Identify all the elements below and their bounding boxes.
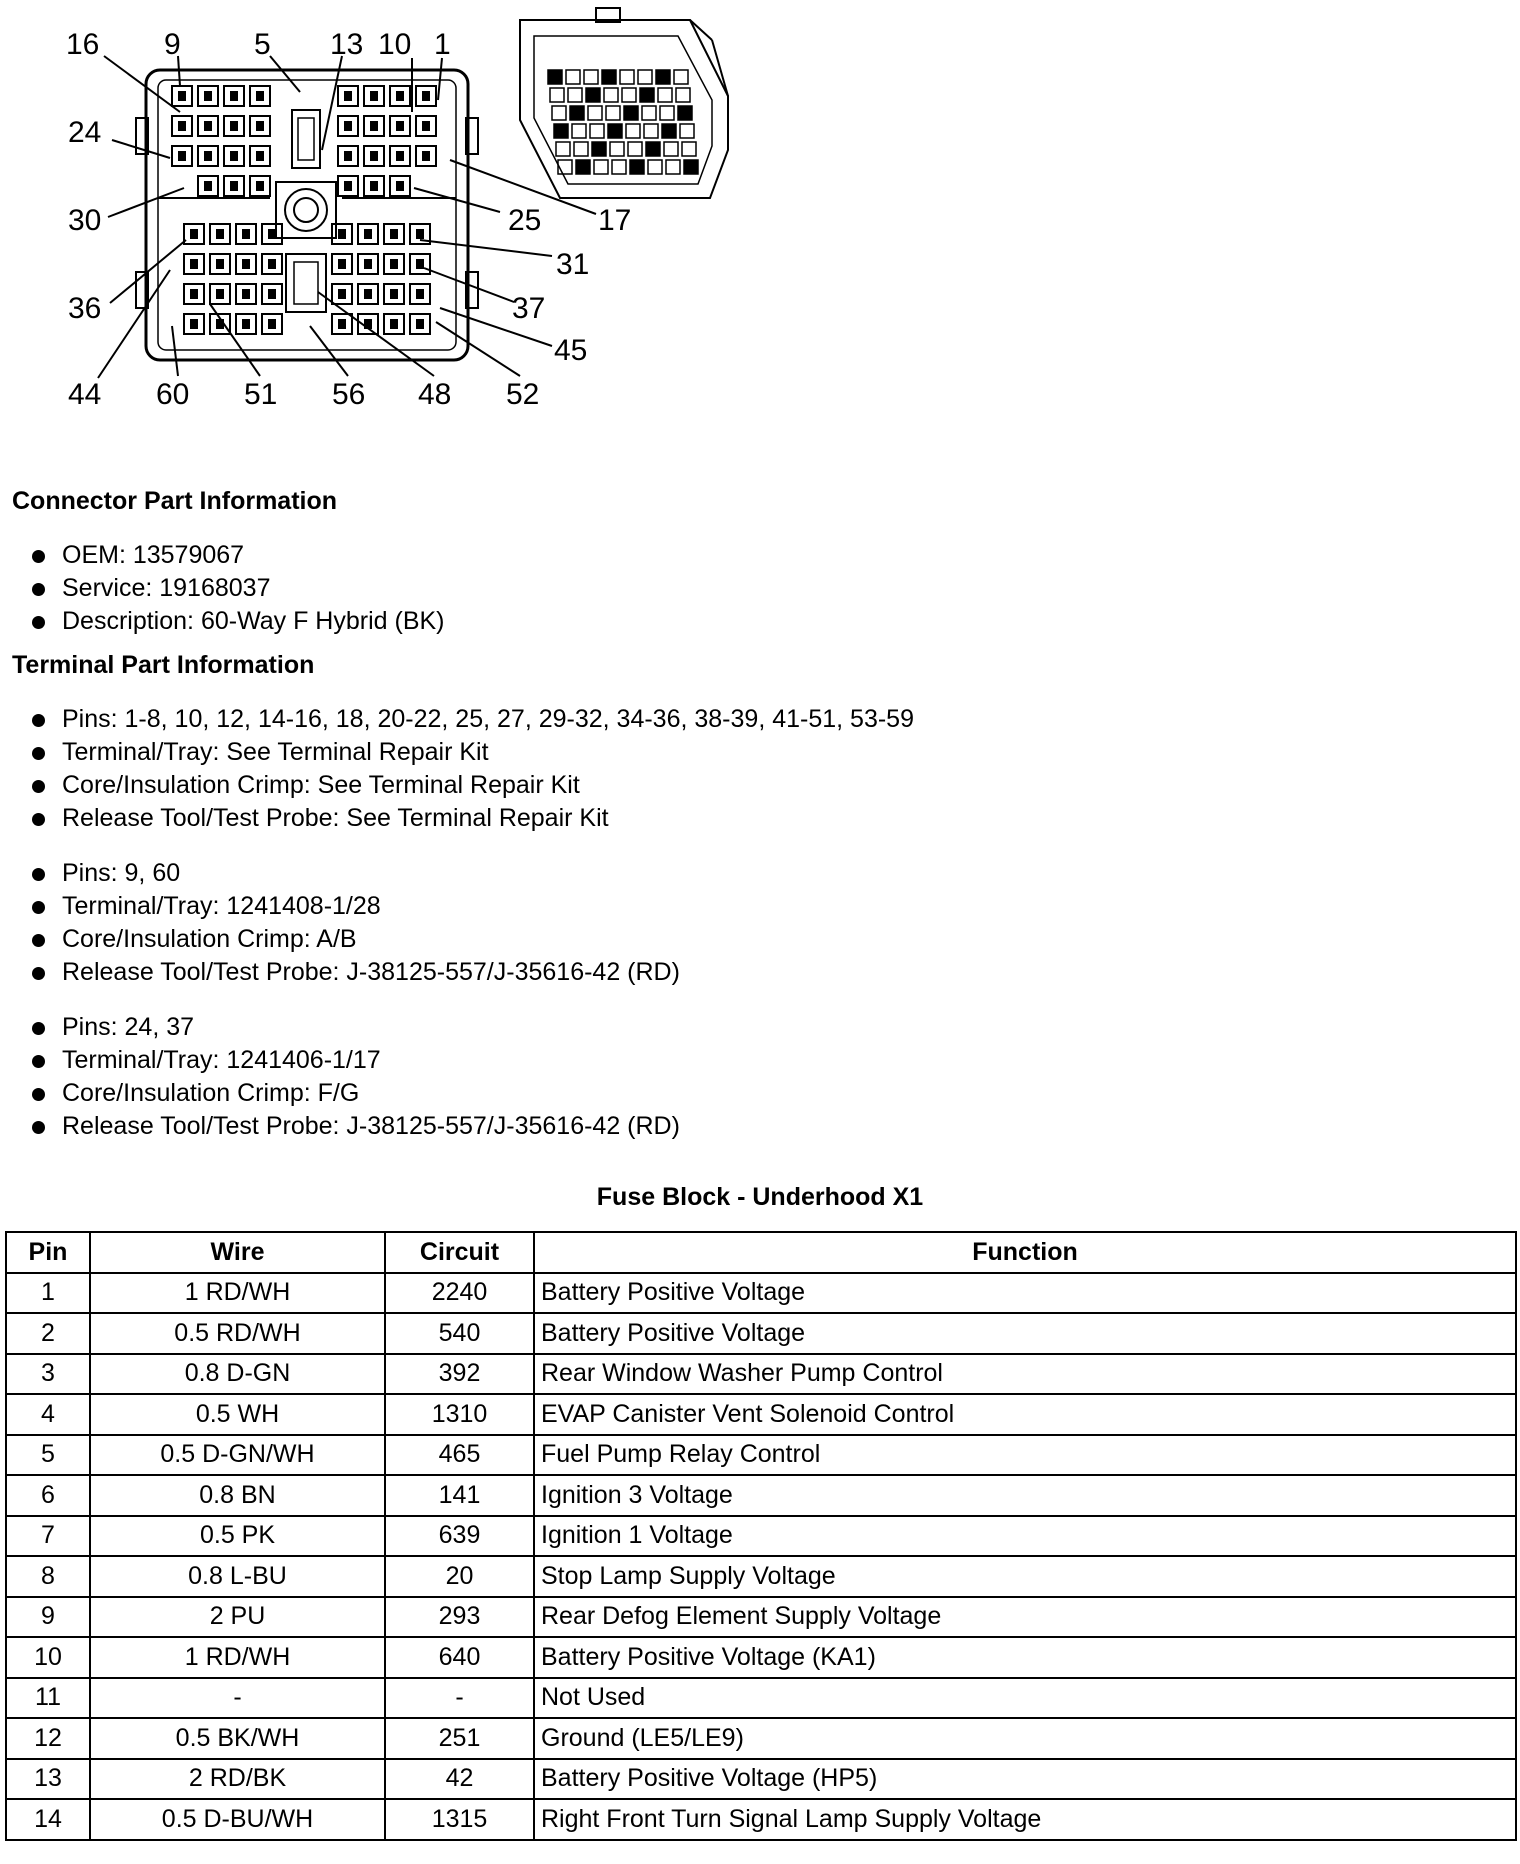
terminal-contact <box>256 121 264 131</box>
terminal-contact <box>242 259 250 269</box>
terminal-group-1 <box>30 703 914 835</box>
callout-label: 44 <box>68 378 102 411</box>
table-title: Fuse Block - Underhood X1 <box>596 1183 924 1211</box>
perspective-cavity <box>568 88 582 102</box>
cell-wire: 0.8 BN <box>90 1475 385 1516</box>
perspective-cavity <box>602 70 616 84</box>
perspective-cavity <box>638 70 652 84</box>
list-item: Pins: 24, 37 <box>30 1011 680 1044</box>
terminal-contact <box>364 229 372 239</box>
cell-wire: 0.5 PK <box>90 1516 385 1557</box>
table-row <box>6 1556 1516 1597</box>
cell-wire: 0.5 WH <box>90 1394 385 1435</box>
perspective-cavity <box>682 142 696 156</box>
cell-wire: 0.5 BK/WH <box>90 1718 385 1759</box>
perspective-cavity <box>552 106 566 120</box>
cell-pin: 13 <box>6 1759 90 1800</box>
terminal-group-2 <box>30 857 680 989</box>
cell-pin: 10 <box>6 1637 90 1678</box>
cell-pin: 14 <box>6 1799 90 1840</box>
terminal-contact <box>396 91 404 101</box>
cell-pin: 5 <box>6 1435 90 1476</box>
header-function: Function <box>534 1232 1516 1273</box>
terminal-contact <box>268 289 276 299</box>
terminal-contact <box>416 319 424 329</box>
perspective-cavity <box>588 106 602 120</box>
cell-function: Rear Window Washer Pump Control <box>534 1354 1516 1395</box>
perspective-cavity <box>566 70 580 84</box>
table-row <box>6 1637 1516 1678</box>
list-item: Core/Insulation Crimp: A/B <box>30 923 680 956</box>
perspective-cavity <box>584 70 598 84</box>
cell-function: Rear Defog Element Supply Voltage <box>534 1597 1516 1638</box>
perspective-cavity <box>684 160 698 174</box>
terminal-contact <box>178 91 186 101</box>
perspective-cavity <box>570 106 584 120</box>
cell-circuit: 293 <box>385 1597 534 1638</box>
cell-circuit: 1315 <box>385 1799 534 1840</box>
cell-wire: 2 PU <box>90 1597 385 1638</box>
cell-circuit: 141 <box>385 1475 534 1516</box>
terminal-contact <box>268 259 276 269</box>
pin-table <box>5 1231 1517 1841</box>
cell-pin: 12 <box>6 1718 90 1759</box>
cell-wire: 0.8 L-BU <box>90 1556 385 1597</box>
cell-circuit: 540 <box>385 1313 534 1354</box>
perspective-cavity <box>606 106 620 120</box>
perspective-cavity <box>612 160 626 174</box>
terminal-contact <box>256 181 264 191</box>
perspective-cavity <box>586 88 600 102</box>
callout-label: 30 <box>68 204 102 237</box>
perspective-cavity <box>604 88 618 102</box>
connector-part-info-heading: Connector Part Information <box>12 487 338 515</box>
perspective-cavity <box>556 142 570 156</box>
cell-circuit: 640 <box>385 1637 534 1678</box>
cell-function: Right Front Turn Signal Lamp Supply Voltage <box>534 1799 1516 1840</box>
perspective-cavity <box>648 160 662 174</box>
terminal-contact <box>242 319 250 329</box>
terminal-contact <box>190 259 198 269</box>
terminal-contact <box>216 289 224 299</box>
callout-label: 60 <box>156 378 190 411</box>
cell-pin: 6 <box>6 1475 90 1516</box>
terminal-contact <box>390 319 398 329</box>
perspective-cavity <box>608 124 622 138</box>
terminal-group-3 <box>30 1011 680 1143</box>
perspective-cavity-grid <box>548 70 698 174</box>
perspective-cavity <box>666 160 680 174</box>
terminal-contact <box>216 319 224 329</box>
perspective-cavity <box>660 106 674 120</box>
list-item: Terminal/Tray: 1241406-1/17 <box>30 1044 680 1077</box>
perspective-cavity <box>574 142 588 156</box>
cell-pin: 1 <box>6 1273 90 1314</box>
cell-circuit: 1310 <box>385 1394 534 1435</box>
connector-diagram <box>0 0 760 420</box>
cell-function: Battery Positive Voltage (KA1) <box>534 1637 1516 1678</box>
perspective-cavity <box>622 88 636 102</box>
terminal-contact <box>396 151 404 161</box>
table-row <box>6 1718 1516 1759</box>
perspective-cavity <box>646 142 660 156</box>
terminal-contact <box>230 151 238 161</box>
callout-label: 25 <box>508 204 542 237</box>
terminal-contact <box>422 151 430 161</box>
table-row <box>6 1273 1516 1314</box>
terminal-contact <box>190 289 198 299</box>
table-row <box>6 1516 1516 1557</box>
callout-label: 5 <box>254 28 271 61</box>
terminal-contact <box>344 91 352 101</box>
cell-pin: 7 <box>6 1516 90 1557</box>
perspective-cavity <box>680 124 694 138</box>
terminal-contact <box>390 289 398 299</box>
terminal-contact <box>390 229 398 239</box>
terminal-contact <box>370 151 378 161</box>
terminal-contact <box>242 289 250 299</box>
perspective-cavity <box>644 124 658 138</box>
terminal-contact <box>338 229 346 239</box>
terminal-contact <box>370 91 378 101</box>
terminal-contact <box>416 289 424 299</box>
table-row <box>6 1597 1516 1638</box>
terminal-contact <box>416 259 424 269</box>
perspective-cavity <box>572 124 586 138</box>
terminal-contact <box>422 91 430 101</box>
callout-label: 37 <box>512 292 546 325</box>
list-item: Release Tool/Test Probe: See Terminal Repair Kit <box>30 802 914 835</box>
perspective-cavity <box>554 124 568 138</box>
terminal-contact <box>364 289 372 299</box>
perspective-cavity <box>640 88 654 102</box>
terminal-contact <box>268 319 276 329</box>
terminal-contact <box>396 121 404 131</box>
perspective-cavity <box>630 160 644 174</box>
callout-label: 9 <box>164 28 181 61</box>
perspective-cavity <box>620 70 634 84</box>
terminal-contact <box>338 259 346 269</box>
terminal-contact <box>344 151 352 161</box>
terminal-contact <box>204 121 212 131</box>
list-item: Terminal/Tray: 1241408-1/28 <box>30 890 680 923</box>
list-item: Core/Insulation Crimp: See Terminal Repair Kit <box>30 769 914 802</box>
cell-function: Battery Positive Voltage <box>534 1273 1516 1314</box>
terminal-contact <box>344 181 352 191</box>
header-circuit: Circuit <box>385 1232 534 1273</box>
perspective-cavity <box>642 106 656 120</box>
header-pin: Pin <box>6 1232 90 1273</box>
terminal-contact <box>216 259 224 269</box>
table-header-row <box>6 1232 1516 1273</box>
perspective-cavity <box>656 70 670 84</box>
cell-pin: 9 <box>6 1597 90 1638</box>
cell-circuit: 20 <box>385 1556 534 1597</box>
perspective-cavity <box>658 88 672 102</box>
table-row <box>6 1435 1516 1476</box>
terminal-contact <box>230 121 238 131</box>
terminal-contact <box>204 91 212 101</box>
callout-label: 48 <box>418 378 452 411</box>
terminal-contact <box>364 259 372 269</box>
perspective-cavity <box>676 88 690 102</box>
cell-function: Fuel Pump Relay Control <box>534 1435 1516 1476</box>
perspective-cavity <box>576 160 590 174</box>
cell-wire: 0.5 RD/WH <box>90 1313 385 1354</box>
cell-function: Battery Positive Voltage (HP5) <box>534 1759 1516 1800</box>
cell-wire: 0.8 D-GN <box>90 1354 385 1395</box>
terminal-contact <box>230 181 238 191</box>
cell-function: Ignition 3 Voltage <box>534 1475 1516 1516</box>
header-wire: Wire <box>90 1232 385 1273</box>
cell-wire: 2 RD/BK <box>90 1759 385 1800</box>
perspective-cavity <box>548 70 562 84</box>
cell-circuit: 392 <box>385 1354 534 1395</box>
list-item: Pins: 9, 60 <box>30 857 680 890</box>
terminal-contact <box>204 181 212 191</box>
cell-wire: - <box>90 1678 385 1719</box>
list-item: Pins: 1-8, 10, 12, 14-16, 18, 20-22, 25, 27, 29-32, 34-36, 38-39, 41-51, 53-59 <box>30 703 914 736</box>
list-item: Release Tool/Test Probe: J-38125-557/J-35616-42 (RD) <box>30 956 680 989</box>
callout-label: 45 <box>554 334 588 367</box>
terminal-contact <box>256 91 264 101</box>
list-item: Core/Insulation Crimp: F/G <box>30 1077 680 1110</box>
table-row <box>6 1313 1516 1354</box>
terminal-cavities <box>172 86 436 334</box>
callout-label: 17 <box>598 204 632 237</box>
callout-label: 31 <box>556 248 590 281</box>
callout-label: 36 <box>68 292 102 325</box>
terminal-contact <box>338 289 346 299</box>
cell-wire: 0.5 D-GN/WH <box>90 1435 385 1476</box>
cell-wire: 1 RD/WH <box>90 1273 385 1314</box>
terminal-contact <box>230 91 238 101</box>
terminal-contact <box>268 229 276 239</box>
terminal-contact <box>190 229 198 239</box>
cell-wire: 1 RD/WH <box>90 1637 385 1678</box>
cell-function: Battery Positive Voltage <box>534 1313 1516 1354</box>
callout-label: 16 <box>66 28 100 61</box>
cell-circuit: 42 <box>385 1759 534 1800</box>
perspective-cavity <box>592 142 606 156</box>
perspective-cavity <box>590 124 604 138</box>
perspective-cavity <box>628 142 642 156</box>
terminal-contact <box>416 229 424 239</box>
terminal-contact <box>364 319 372 329</box>
cell-function: EVAP Canister Vent Solenoid Control <box>534 1394 1516 1435</box>
terminal-contact <box>370 181 378 191</box>
cell-pin: 11 <box>6 1678 90 1719</box>
list-item: Release Tool/Test Probe: J-38125-557/J-35616-42 (RD) <box>30 1110 680 1143</box>
connector-part-info-list <box>30 539 445 638</box>
callout-label: 13 <box>330 28 364 61</box>
perspective-cavity <box>594 160 608 174</box>
perspective-cavity <box>674 70 688 84</box>
terminal-contact <box>190 319 198 329</box>
table-row <box>6 1678 1516 1719</box>
terminal-contact <box>390 259 398 269</box>
terminal-contact <box>422 121 430 131</box>
connector-face <box>136 70 478 360</box>
perspective-cavity <box>664 142 678 156</box>
table-row <box>6 1799 1516 1840</box>
cell-pin: 4 <box>6 1394 90 1435</box>
table-row <box>6 1759 1516 1800</box>
perspective-cavity <box>624 106 638 120</box>
terminal-contact <box>344 121 352 131</box>
terminal-contact <box>216 229 224 239</box>
terminal-contact <box>256 151 264 161</box>
terminal-contact <box>338 319 346 329</box>
cell-wire: 0.5 D-BU/WH <box>90 1799 385 1840</box>
table-row <box>6 1475 1516 1516</box>
terminal-contact <box>178 121 186 131</box>
perspective-cavity <box>662 124 676 138</box>
table-body <box>6 1273 1516 1840</box>
terminal-contact <box>396 181 404 191</box>
list-item: OEM: 13579067 <box>30 539 445 572</box>
perspective-cavity <box>678 106 692 120</box>
list-item: Description: 60-Way F Hybrid (BK) <box>30 605 445 638</box>
cell-function: Ground (LE5/LE9) <box>534 1718 1516 1759</box>
callout-label: 52 <box>506 378 540 411</box>
terminal-contact <box>242 229 250 239</box>
cell-pin: 8 <box>6 1556 90 1597</box>
cell-circuit: 251 <box>385 1718 534 1759</box>
cell-circuit: - <box>385 1678 534 1719</box>
list-item: Service: 19168037 <box>30 572 445 605</box>
terminal-contact <box>370 121 378 131</box>
callout-label: 24 <box>68 116 102 149</box>
cell-circuit: 2240 <box>385 1273 534 1314</box>
callout-label: 1 <box>434 28 451 61</box>
terminal-part-info-heading: Terminal Part Information <box>12 651 315 679</box>
terminal-contact <box>204 151 212 161</box>
cell-circuit: 639 <box>385 1516 534 1557</box>
terminal-contact <box>178 151 186 161</box>
table-row <box>6 1354 1516 1395</box>
perspective-cavity <box>610 142 624 156</box>
callout-label: 56 <box>332 378 366 411</box>
perspective-cavity <box>558 160 572 174</box>
cell-function: Ignition 1 Voltage <box>534 1516 1516 1557</box>
perspective-cavity <box>550 88 564 102</box>
cell-function: Not Used <box>534 1678 1516 1719</box>
cell-pin: 3 <box>6 1354 90 1395</box>
callout-label: 51 <box>244 378 278 411</box>
perspective-cavity <box>626 124 640 138</box>
cell-circuit: 465 <box>385 1435 534 1476</box>
callout-label: 10 <box>378 28 412 61</box>
cell-pin: 2 <box>6 1313 90 1354</box>
list-item: Terminal/Tray: See Terminal Repair Kit <box>30 736 914 769</box>
cell-function: Stop Lamp Supply Voltage <box>534 1556 1516 1597</box>
table-row <box>6 1394 1516 1435</box>
